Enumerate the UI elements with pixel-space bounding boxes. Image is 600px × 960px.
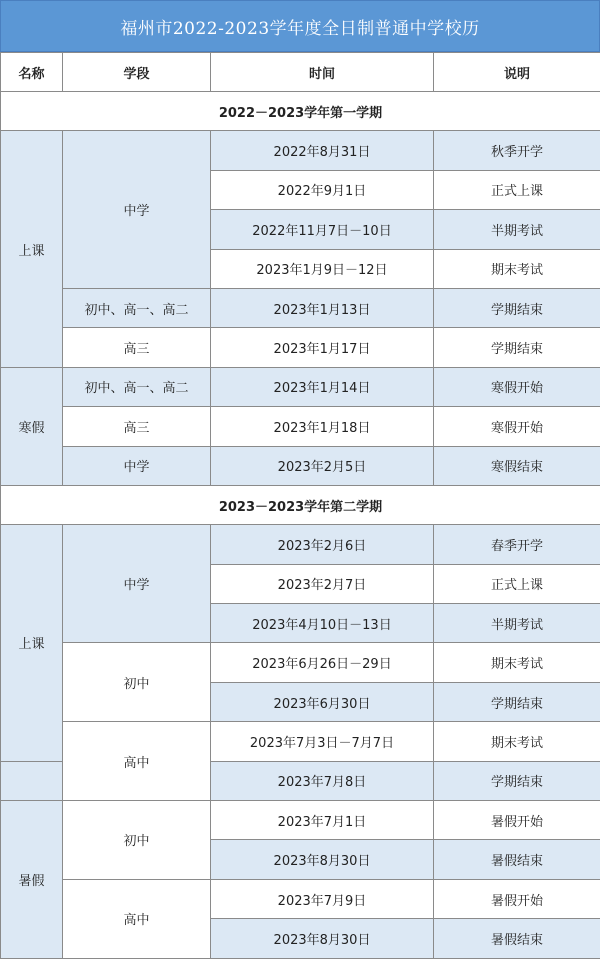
stage-cell: 高三 bbox=[63, 407, 211, 446]
time-cell: 2023年1月14日 bbox=[211, 367, 434, 406]
time-cell: 2023年2月7日 bbox=[211, 564, 434, 603]
semester2-heading: 2023－2023学年第二学期 bbox=[1, 485, 600, 524]
time-cell: 2023年8月30日 bbox=[211, 919, 434, 958]
stage-cell: 初中 bbox=[63, 801, 211, 880]
note-cell: 期末考试 bbox=[434, 249, 600, 288]
time-cell: 2022年8月31日 bbox=[211, 131, 434, 170]
table-row bbox=[1, 722, 600, 761]
table-row bbox=[1, 367, 600, 406]
note-cell: 正式上课 bbox=[434, 564, 600, 603]
stage-cell: 初中、高一、高二 bbox=[63, 367, 211, 406]
stage-cell: 高中 bbox=[63, 722, 211, 801]
note-cell: 春季开学 bbox=[434, 525, 600, 564]
category-blank bbox=[1, 761, 63, 800]
time-cell: 2023年6月26日－29日 bbox=[211, 643, 434, 682]
header-note: 说明 bbox=[434, 53, 600, 92]
time-cell: 2023年7月9日 bbox=[211, 879, 434, 918]
table-row bbox=[1, 643, 600, 682]
note-cell: 暑假开始 bbox=[434, 879, 600, 918]
time-cell: 2022年9月1日 bbox=[211, 170, 434, 209]
note-cell: 学期结束 bbox=[434, 761, 600, 800]
note-cell: 寒假开始 bbox=[434, 367, 600, 406]
time-cell: 2023年1月13日 bbox=[211, 288, 434, 327]
time-cell: 2023年6月30日 bbox=[211, 682, 434, 721]
note-cell: 期末考试 bbox=[434, 722, 600, 761]
time-cell: 2023年7月1日 bbox=[211, 801, 434, 840]
stage-cell: 中学 bbox=[63, 131, 211, 289]
header-stage: 学段 bbox=[63, 53, 211, 92]
note-cell: 学期结束 bbox=[434, 328, 600, 367]
stage-cell: 高中 bbox=[63, 879, 211, 958]
category-class: 上课 bbox=[1, 525, 63, 761]
table-row bbox=[1, 407, 600, 446]
note-cell: 期末考试 bbox=[434, 643, 600, 682]
table-row bbox=[1, 288, 600, 327]
note-cell: 学期结束 bbox=[434, 682, 600, 721]
table-row bbox=[1, 131, 600, 170]
header-name: 名称 bbox=[1, 53, 63, 92]
stage-cell: 初中、高一、高二 bbox=[63, 288, 211, 327]
table-row bbox=[1, 525, 600, 564]
note-cell: 半期考试 bbox=[434, 604, 600, 643]
note-cell: 学期结束 bbox=[434, 288, 600, 327]
semester-heading bbox=[1, 92, 600, 131]
time-cell: 2023年7月8日 bbox=[211, 761, 434, 800]
note-cell: 暑假结束 bbox=[434, 919, 600, 958]
time-cell: 2023年8月30日 bbox=[211, 840, 434, 879]
note-cell: 正式上课 bbox=[434, 170, 600, 209]
table-row bbox=[1, 801, 600, 840]
calendar-table bbox=[0, 52, 600, 959]
category-summer: 暑假 bbox=[1, 801, 63, 959]
time-cell: 2023年1月17日 bbox=[211, 328, 434, 367]
stage-cell: 中学 bbox=[63, 525, 211, 643]
time-cell: 2023年2月6日 bbox=[211, 525, 434, 564]
semester1-heading: 2022－2023学年第一学期 bbox=[1, 92, 600, 131]
stage-cell: 初中 bbox=[63, 643, 211, 722]
time-cell: 2023年4月10日－13日 bbox=[211, 604, 434, 643]
note-cell: 半期考试 bbox=[434, 210, 600, 249]
header-time: 时间 bbox=[211, 53, 434, 92]
note-cell: 秋季开学 bbox=[434, 131, 600, 170]
semester-heading bbox=[1, 485, 600, 524]
note-cell: 暑假结束 bbox=[434, 840, 600, 879]
time-cell: 2023年1月9日－12日 bbox=[211, 249, 434, 288]
time-cell: 2023年1月18日 bbox=[211, 407, 434, 446]
time-cell: 2023年2月5日 bbox=[211, 446, 434, 485]
page-title: 福州市2022-2023学年度全日制普通中学校历 bbox=[0, 0, 600, 52]
time-cell: 2023年7月3日－7月7日 bbox=[211, 722, 434, 761]
header-row bbox=[1, 53, 600, 92]
note-cell: 寒假开始 bbox=[434, 407, 600, 446]
table-row bbox=[1, 328, 600, 367]
stage-cell: 中学 bbox=[63, 446, 211, 485]
category-winter: 寒假 bbox=[1, 367, 63, 485]
table-row bbox=[1, 446, 600, 485]
table-row bbox=[1, 879, 600, 918]
stage-cell: 高三 bbox=[63, 328, 211, 367]
note-cell: 寒假结束 bbox=[434, 446, 600, 485]
time-cell: 2022年11月7日－10日 bbox=[211, 210, 434, 249]
note-cell: 暑假开始 bbox=[434, 801, 600, 840]
category-class: 上课 bbox=[1, 131, 63, 367]
